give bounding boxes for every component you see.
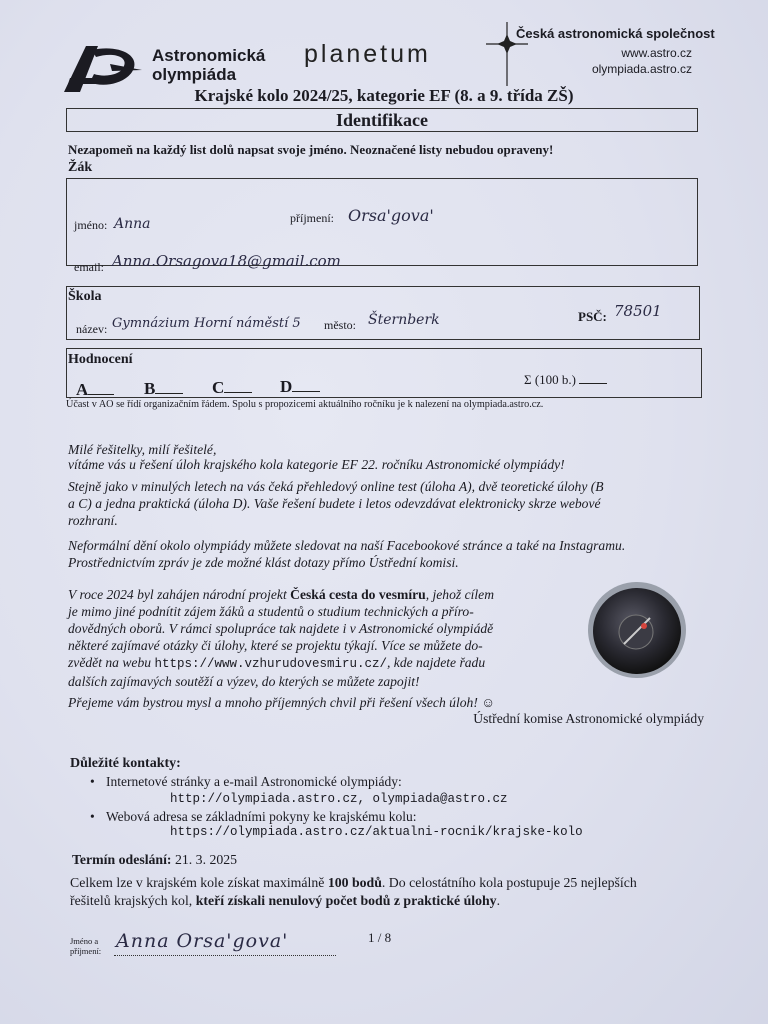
zak-heading: Žák (68, 160, 93, 175)
deadline-value: 21. 3. 2025 (174, 852, 238, 867)
identifikace-title: Identifikace (336, 110, 428, 130)
p2-line1: Neformální dění okolo olympiády můžete sledovat na naší Facebookové stránce a také na Instagramu. (68, 538, 626, 553)
p1-line1: Stejně jako v minulých letech na vás čeká přehledový online test (úloha A), dvě teoretické úlohy (B (68, 479, 604, 494)
p2-line2: Prostřednictvím zpráv je zde možné klást dotazy přímo Ústřední komisi. (68, 555, 459, 570)
score-sum-line[interactable] (579, 383, 607, 384)
mesto-label: město: (324, 318, 356, 332)
p1-line3: rozhraní. (68, 513, 118, 528)
wish: Přejeme vám bystrou mysl a mnoho příjemných chvil při řešení všech úloh! ☺ (68, 695, 496, 710)
psc-value[interactable]: 78501 (614, 302, 662, 320)
p3-line1c: , jehož cílem (425, 587, 495, 602)
paragraph-test (68, 478, 708, 529)
contact-item1-text: Internetové stránky a e-mail Astronomické olympiády: (106, 774, 402, 789)
score-a (76, 380, 114, 400)
p3-line4: některé zajímavé otázky či úlohy, které se projektu týkají. Více se můžete do- (68, 638, 483, 653)
p1-line2: a C) a jedna praktická (úloha D). Vaše řešení budete i letos odevzdávat elektronicky skrze webové (68, 496, 601, 511)
project-name: Česká cesta do vesmíru (290, 587, 426, 602)
score-sum (524, 372, 607, 388)
welcome: vítáme vás u řešení úloh krajského kola kategorie EF 22. ročníku Astronomické olympiády! (68, 457, 565, 472)
contact-item2-text: Webová adresa se základními pokyny ke krajskému kolu: (106, 809, 417, 824)
final-l1a: Celkem lze v krajském kole získat maximálně (70, 875, 328, 890)
final-l2c: . (496, 893, 501, 908)
prijmeni-value[interactable]: Orsa'gova' (348, 206, 434, 225)
score-sum-label: Σ (100 b.) (524, 372, 576, 387)
score-b (144, 379, 183, 399)
cas-web2: olympiada.astro.cz (591, 62, 692, 76)
score-c (212, 378, 252, 398)
prijmeni-label: příjmení: (290, 211, 334, 225)
score-c-label: C (212, 378, 225, 397)
score-b-line[interactable] (155, 393, 183, 394)
contact-item1-value[interactable]: http://olympiada.astro.cz, olympiada@astro.cz (170, 792, 508, 806)
final-paragraph (70, 874, 720, 910)
planetum-logo: planetum (304, 40, 431, 68)
deadline (72, 852, 237, 868)
project-logo-icon (586, 580, 688, 680)
cas-name: Česká astronomická společnost (516, 26, 715, 41)
rules-note: Účast v AO se řídí organizačním řádem. Spolu s propozicemi aktuálního ročníku je k nalezení na olympiada.astro.cz. (66, 399, 544, 410)
footer-name-label1: Jméno a (70, 936, 99, 946)
footer-name-value[interactable]: Anna Orsa'gova' (116, 930, 289, 952)
identifikace-box (66, 108, 698, 132)
paragraph-social (68, 537, 708, 571)
score-a-label: A (76, 380, 89, 399)
p3-line1a: V roce 2024 byl zahájen národní projekt (68, 587, 291, 602)
score-d (280, 377, 320, 397)
score-b-label: B (144, 379, 156, 398)
nazev-label: název: (76, 322, 108, 336)
project-url[interactable]: https://www.vzhurudovesmiru.cz/ (154, 657, 387, 671)
p3-line6: dalších zajímavých soutěží a výzev, do kterých se můžete zapojit! (68, 674, 420, 689)
page-number: 1 / 8 (368, 930, 392, 945)
footer-name-label2: příjmení: (70, 946, 102, 956)
signature: Ústřední komise Astronomické olympiády (473, 711, 704, 726)
final-l2b: kteří získali nenulový počet bodů z praktické úlohy (195, 893, 497, 908)
jmeno-label: jméno: (74, 218, 108, 232)
page-title: Krajské kolo 2024/25, kategorie EF (8. a 9. třída ZŠ) (194, 86, 574, 105)
ao-name (152, 46, 265, 84)
score-d-line[interactable] (292, 391, 320, 392)
p3-line5c: , kde najdete řadu (387, 655, 486, 670)
contact-item2-value[interactable]: https://olympiada.astro.cz/aktualni-rocnik/krajske-kolo (170, 825, 583, 839)
score-d-label: D (280, 377, 293, 396)
deadline-label: Termín odeslání: (72, 852, 172, 867)
p3-line3: dovědných oborů. V rámci spolupráce tak najdete i v Astronomické olympiádě (68, 621, 494, 636)
p3-line2: je mimo jiné podnítit zájem žáků a studentů o studium technických a příro- (68, 604, 474, 619)
jmeno-value[interactable]: Anna (114, 216, 151, 232)
footer-name-label (70, 936, 101, 956)
score-c-line[interactable] (224, 392, 252, 393)
psc-label: PSČ: (578, 309, 607, 324)
footer-name-line (114, 955, 336, 956)
greeting: Milé řešitelky, milí řešitelé, (68, 442, 217, 457)
hodnoceni-heading: Hodnocení (68, 352, 133, 367)
paragraph-project (68, 586, 588, 690)
final-l1b: 100 bodů (327, 875, 382, 890)
ao-name-line1: Astronomická (152, 46, 266, 65)
warning-text: Nezapomeň na každý list dolů napsat svoje jméno. Neoznačené listy nebudou opraveny! (68, 142, 554, 157)
final-l1c: . Do celostátního kola postupuje 25 nejlepších (381, 875, 637, 890)
email-value[interactable]: Anna.Orsagova18@gmail.com (112, 252, 341, 270)
score-a-line[interactable] (88, 394, 114, 395)
contacts-heading: Důležité kontakty: (70, 756, 181, 771)
email-label: email: (74, 260, 104, 274)
skola-heading: Škola (68, 289, 102, 304)
p3-line5a: zvědět na webu (68, 655, 155, 670)
ao-name-line2: olympiáda (152, 65, 237, 84)
cas-web1: www.astro.cz (621, 46, 692, 60)
document-page: Astronomická olympiáda planetum Česká astronomická společnost www.astro.cz olympiada.astro.cz Krajské kolo 2024/25, kategorie EF (8. a 9. třída ZŠ) Identifikace Nezapomeň na každý list dolů napsat svoje jméno. Neoznačené listy nebudou opraveny! Žák jméno: Anna příjmení: Orsa'gova' email: Anna.Orsagova18@gmail.com Škola název: Gymnázium Horní náměstí 5 město: Šternberk PSČ: 78501 Hodnocení A B C D Σ (100 b.) Účast v AO se řídí organizačním řádem. Spolu s propozicemi aktuálního ročníku je k nalezení na olympiada.astro.cz. Milé řešitelky, milí řešitelé, vítáme vás u řešení úloh krajského kola kategorie EF 22. ročníku Astronomické olympiády! Stejně jako v minulých letech na vás čeká přehledový online test (úloha A), dvě teoretické úlohy (B a C) a jedna praktická (úloha D). Vaše řešení budete i letos odevzdávat elektronicky skrze webové rozhraní. Neformální dění okolo olympiády můžete sledovat na naší Facebookové stránce a také na Instagramu. Prostřednictvím zpráv je zde možné klást dotazy přímo Ústřední komisi. V roce 2024 byl zahájen národní projekt Česká cesta do vesmíru, jehož cílem je mimo jiné podnítit zájem žáků a studentů o studium technických a příro- dovědných oborů. V rámci spolupráce tak najdete i v Astronomické olympiádě některé zajímavé otázky či úlohy, které se projektu týkají. Více se můžete do- zvědět na webu https://www.vzhurudovesmiru.cz/, kde najdete řadu dalších zajímavých soutěží a výzev, do kterých se můžete zapojit! Přejeme vám bystrou mysl a mnoho příjemných chvil při řešení všech úloh! ☺ Ústřední komise Astronomické olympiády Důležité kontakty: • Internetové stránky a e-mail Astronomické olympiády: http://olympiada.astro.cz, olympiada@astro.cz • Webová adresa se základními pokyny ke krajskému kolu: https://olympiada.astro.cz/aktualni-rocnik/krajske-kolo Termín odeslání: 21. 3. 2025 Celkem lze v krajském kole získat maximálně 100 bodů. Do celostátního kola postupuje 25 nejlepších řešitelů krajských kol, kteří získali nenulový počet bodů z praktické úlohy. Jméno a příjmení: Anna Orsa'gova' 1 / 8 (0, 0, 768, 1024)
mesto-value[interactable]: Šternberk (368, 312, 440, 328)
final-l2a: řešitelů krajských kol, (70, 893, 196, 908)
nazev-value[interactable]: Gymnázium Horní náměstí 5 (112, 316, 301, 331)
